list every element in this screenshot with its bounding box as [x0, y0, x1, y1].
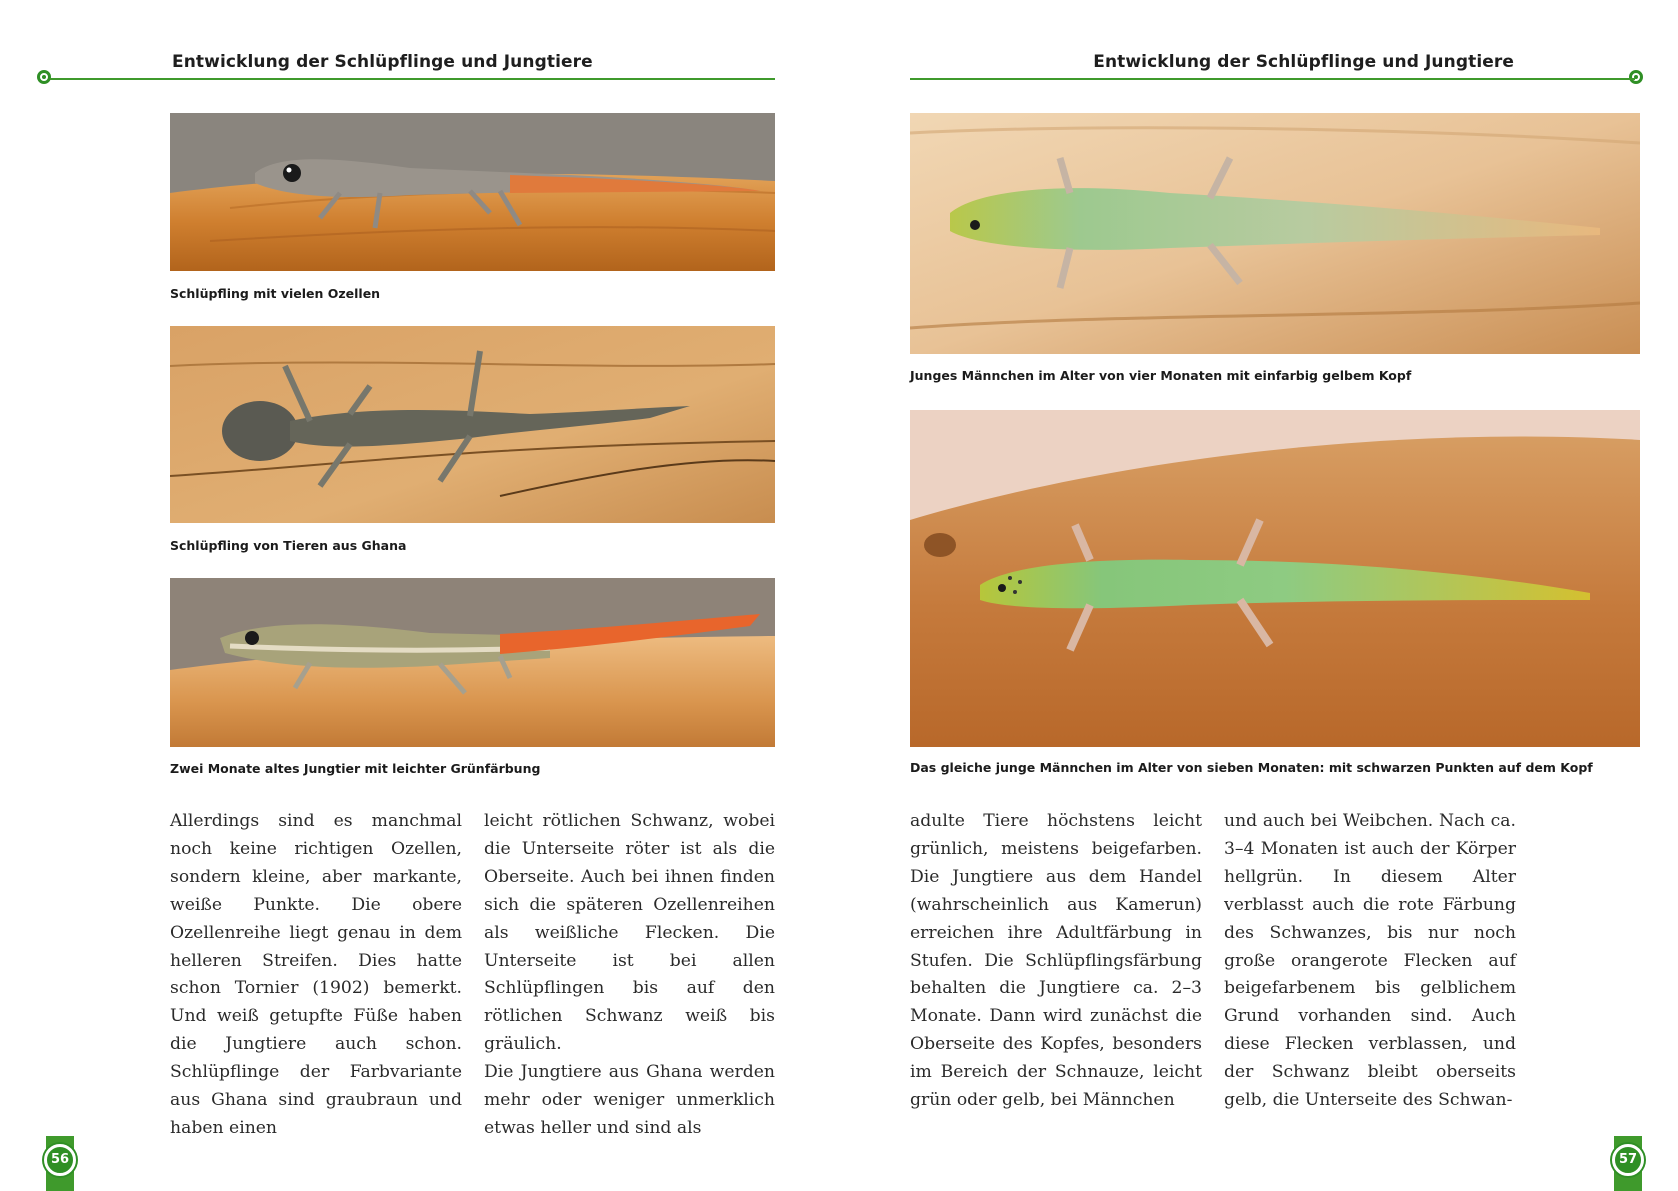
- paragraph: adulte Tiere höchstens leicht grünlich, meistens beigefarben. Die Jungtiere aus dem Handel (wahrscheinlich aus Kamerun) erreichen ihre Adultfärbung in Stufen. Die Schlüpflingsfärbung behalten die Jungtiere ca. 2–3 Monate. Dann wird zunächst die Oberseite des Kopfes, besonders im Bereich der Schnauze, leicht grün oder gelb, bei Männchen: [910, 811, 1202, 1111]
- photo-caption: Zwei Monate altes Jungtier mit leichter Grünfärbung: [170, 761, 541, 776]
- running-header: Entwicklung der Schlüpflinge und Jungtiere: [172, 52, 593, 72]
- page-number: 57: [1612, 1144, 1644, 1176]
- text-column: [484, 808, 775, 1143]
- text-column: [170, 808, 462, 1143]
- photo-young-male-seven-months: [910, 410, 1640, 747]
- photo-hatchling-ghana: [170, 326, 775, 523]
- paragraph: leicht rötlichen Schwanz, wobei die Unterseite röter ist als die Oberseite. Auch bei ihnen finden sich die späteren Ozellenreihen als weißliche Flecken. Die Unterseite ist bei allen Schlüpflingen bis auf den rötlichen Schwanz weiß bis gräulich.: [484, 811, 775, 1055]
- paragraph: Allerdings sind es manchmal noch keine richtigen Ozellen, sondern kleine, aber markante, weiße Punkte. Die obere Ozellenreihe liegt genau in dem helleren Streifen. Dies hatte schon Tornier (1902) bemerkt. Und weiß getupfte Füße haben die Jungtiere auch schon. Schlüpflinge der Farbvariante aus Ghana sind graubraun und haben einen: [170, 811, 462, 1138]
- page-number: 56: [44, 1144, 76, 1176]
- header-bullet-icon: [37, 70, 51, 84]
- photo-young-male-four-months: [910, 113, 1640, 354]
- photo-caption: Schlüpfling mit vielen Ozellen: [170, 286, 381, 301]
- photo-caption: Junges Männchen im Alter von vier Monaten mit einfarbig gelbem Kopf: [910, 368, 1412, 383]
- header-rule: [50, 78, 775, 80]
- photo-caption: Schlüpfling von Tieren aus Ghana: [170, 538, 407, 553]
- header-bullet-icon: [1629, 70, 1643, 84]
- running-header: Entwicklung der Schlüpflinge und Jungtiere: [1093, 52, 1514, 72]
- text-column: [1224, 808, 1516, 1115]
- text-column: [910, 808, 1202, 1115]
- photo-juvenile-two-months: [170, 578, 775, 747]
- photo-caption: Das gleiche junge Männchen im Alter von sieben Monaten: mit schwarzen Punkten auf dem Kopf: [910, 760, 1593, 775]
- photo-hatchling-ocelli: [170, 113, 775, 271]
- paragraph: Die Jungtiere aus Ghana werden mehr oder weniger unmerklich etwas heller und sind als: [484, 1062, 775, 1138]
- header-rule: [910, 78, 1635, 80]
- paragraph: und auch bei Weibchen. Nach ca. 3–4 Monaten ist auch der Körper hellgrün. In diesem Alter verblasst auch die rote Färbung des Schwanzes, bis nur noch große orangerote Flecken auf beigefarbenem bis gelblichem Grund vorhanden sind. Auch diese Flecken verblassen, und der Schwanz bleibt oberseits gelb, die Unterseite des Schwan-: [1224, 811, 1516, 1111]
